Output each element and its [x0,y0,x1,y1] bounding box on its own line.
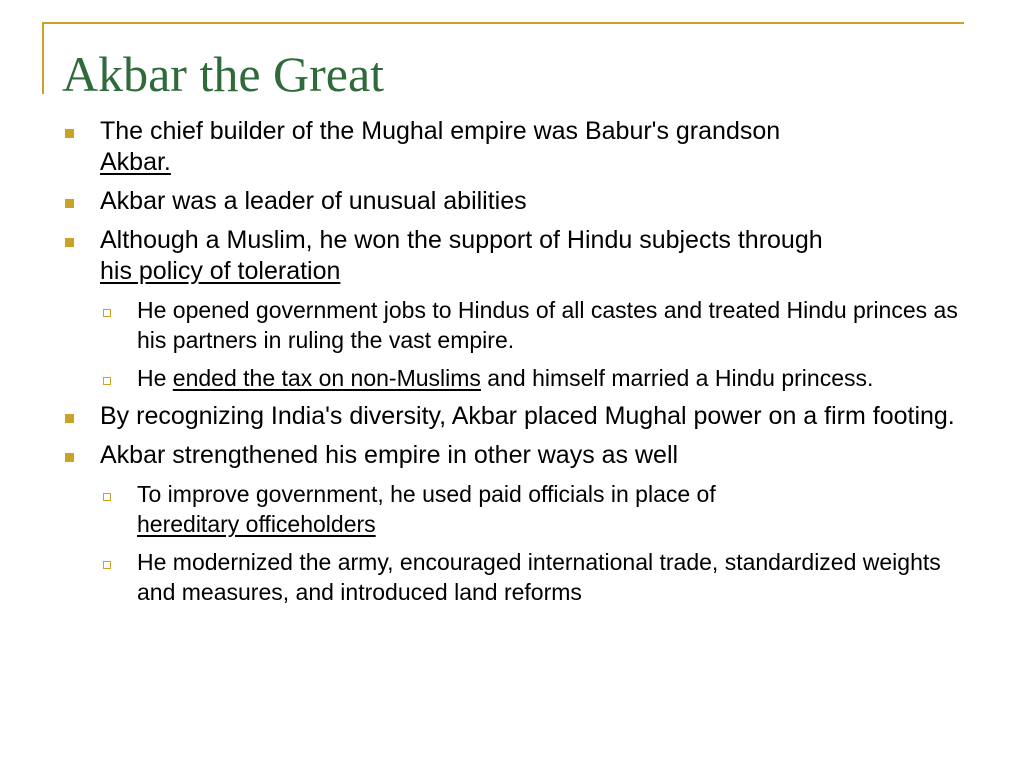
square-bullet-icon [65,199,74,208]
square-bullet-icon [65,129,74,138]
sub-bullet-item-4 [62,547,982,607]
sub-bullet-text: He modernized the army, encouraged international trade, standardized weights and measures, and introduced land reforms [137,549,941,605]
bullet-text: Akbar strengthened his empire in other ways as well [100,441,679,469]
square-bullet-icon [65,453,74,462]
sub-bullet-text: He [137,365,173,391]
bullet-emphasis: his policy of toleration [100,257,341,285]
hollow-square-bullet-icon [103,561,111,569]
sub-bullet-item-2 [62,363,982,393]
bullet-emphasis: Akbar. [100,148,171,176]
hollow-square-bullet-icon [103,493,111,501]
bullet-list [62,116,982,615]
bullet-item-5 [62,440,982,471]
bullet-item-4 [62,401,982,432]
bullet-text: The chief builder of the Mughal empire was Babur's grandson [100,117,781,145]
bullet-text: Although a Muslim, he won the support of Hindu subjects through [100,226,823,254]
bullet-item-2 [62,186,982,217]
sub-bullet-text: To improve government, he used paid officials in place of [137,481,716,507]
sub-bullet-item-1 [62,295,982,355]
slide-title: Akbar the Great [62,46,385,102]
sub-bullet-emphasis: ended the tax on non-Muslims [172,365,481,391]
sub-bullet-text: He opened government jobs to Hindus of all castes and treated Hindu princes as his partners in ruling the vast empire. [137,297,958,353]
bullet-text: Akbar was a leader of unusual abilities [100,187,527,215]
slide-frame-left-rule [42,22,44,94]
hollow-square-bullet-icon [103,309,111,317]
bullet-text: By recognizing India's diversity, Akbar placed Mughal power on a firm footing. [100,402,955,430]
bullet-item-3 [62,225,982,287]
bullet-item-1 [62,116,982,178]
hollow-square-bullet-icon [103,377,111,385]
sub-bullet-emphasis: hereditary officeholders [137,511,376,537]
slide-frame-top-rule [42,22,964,24]
square-bullet-icon [65,414,74,423]
sub-bullet-text-tail: and himself married a Hindu princess. [480,365,874,391]
sub-bullet-item-3 [62,479,982,539]
square-bullet-icon [65,238,74,247]
